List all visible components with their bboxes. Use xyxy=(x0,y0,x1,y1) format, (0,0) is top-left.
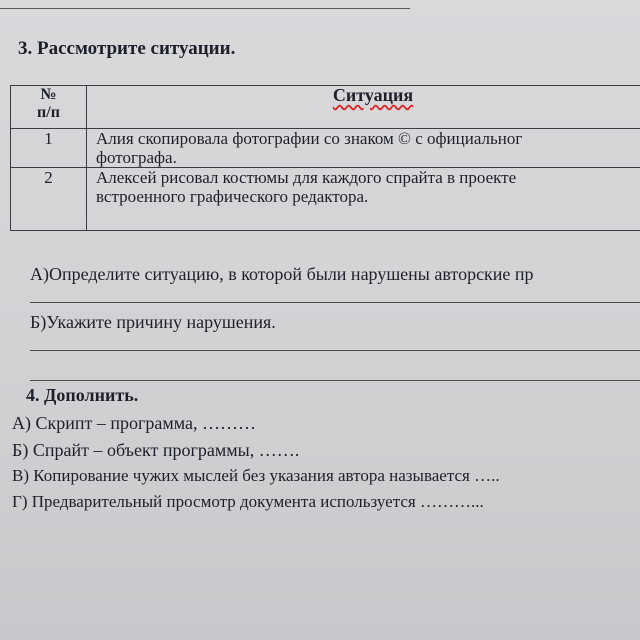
table-header-row xyxy=(11,86,640,129)
fill-item-c: В) Копирование чужих мыслей без указания автора называется ….. xyxy=(12,466,500,485)
answer-line xyxy=(30,350,640,351)
question-b: Б)Укажите причину нарушения. xyxy=(30,312,276,332)
situations-table xyxy=(10,85,640,231)
situation-text-line: Алексей рисовал костюмы для каждого спрайта в проекте xyxy=(96,168,517,187)
question-a: А)Определите ситуацию, в которой были нарушены авторские пр xyxy=(30,264,534,284)
situation-text-line: фотографа. xyxy=(96,148,177,167)
task4-title: 4. Дополнить. xyxy=(26,385,139,405)
header-situation-cell xyxy=(87,86,640,129)
fill-item-a: А) Скрипт – программа, ……… xyxy=(12,413,257,433)
header-number-cell xyxy=(11,86,87,129)
fill-item-b: Б) Спрайт – объект программы, ……. xyxy=(12,440,300,460)
header-number-sign: № xyxy=(40,86,57,103)
row-number: 2 xyxy=(11,168,87,231)
top-divider xyxy=(0,8,410,9)
row-number: 1 xyxy=(11,129,87,168)
situation-text-line: встроенного графического редактора. xyxy=(96,187,369,206)
fill-item-d: Г) Предварительный просмотр документа используется ………... xyxy=(12,492,484,511)
answer-line xyxy=(30,380,640,381)
task3-title: 3. Рассмотрите ситуации. xyxy=(18,38,236,59)
table-row xyxy=(11,168,640,231)
situation-cell xyxy=(87,168,640,231)
answer-line xyxy=(30,302,640,303)
situation-cell xyxy=(87,129,640,168)
table-row xyxy=(11,129,640,168)
header-number-abbr: п/п xyxy=(37,104,60,121)
situation-text-line: Алия скопировала фотографии со знаком © с официальног xyxy=(96,129,523,148)
header-situation-label: Ситуация xyxy=(332,85,414,105)
